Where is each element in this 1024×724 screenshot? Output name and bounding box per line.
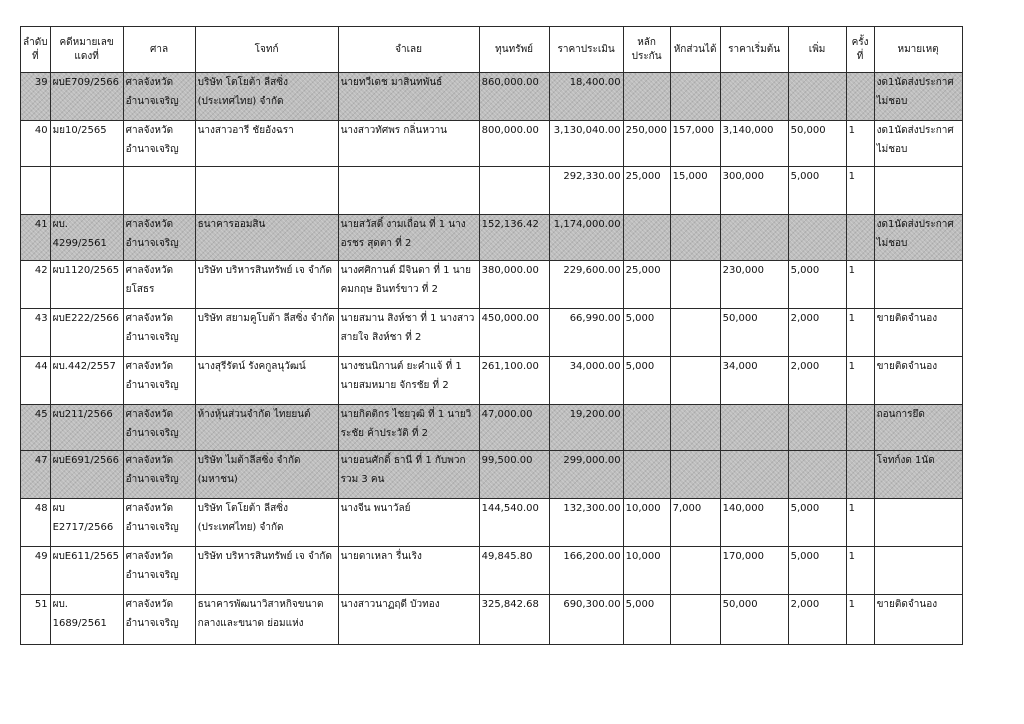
cell-defendant: นายกิตติกร ไชยวุฒิ ที่ 1 นายวิระชัย ค้าประวัติ ที่ 2 <box>338 405 479 451</box>
cell-no: 39 <box>21 73 51 121</box>
cell-remark: งด1นัดส่งประกาศไม่ชอบ <box>874 215 962 261</box>
cell-start-price: 230,000 <box>720 261 788 309</box>
cell-plaintiff: บริษัท โตโยต้า ลีสซิ่ง (ประเทศไทย) จำกัด <box>195 73 338 121</box>
cell-increase: 2,000 <box>788 309 846 357</box>
cell-deposit <box>623 73 670 121</box>
col-header-defendant: จำเลย <box>338 27 479 73</box>
cell-deduct: 7,000 <box>670 499 720 547</box>
auction-table <box>20 26 963 645</box>
cell-capital: 47,000.00 <box>479 405 549 451</box>
cell-remark: ขายติดจำนอง <box>874 309 962 357</box>
cell-defendant: นายสวัสดิ์ งามเถื่อน ที่ 1 นางอรชร สุดตา ที่ 2 <box>338 215 479 261</box>
table-row <box>21 309 963 357</box>
cell-deduct <box>670 595 720 645</box>
cell-court: ศาลจังหวัดอำนาจเจริญ <box>123 121 195 167</box>
cell-deduct <box>670 261 720 309</box>
cell-no: 47 <box>21 451 51 499</box>
cell-appraisal: 34,000.00 <box>549 357 623 405</box>
cell-round <box>846 73 874 121</box>
cell-increase <box>788 215 846 261</box>
cell-deposit: 25,000 <box>623 167 670 215</box>
col-header-start-price: ราคาเริ่มต้น <box>720 27 788 73</box>
cell-no: 44 <box>21 357 51 405</box>
cell-round: 1 <box>846 167 874 215</box>
cell-deposit <box>623 215 670 261</box>
cell-increase: 50,000 <box>788 121 846 167</box>
cell-capital: 99,500.00 <box>479 451 549 499</box>
table-row <box>21 261 963 309</box>
cell-remark: งด1นัดส่งประกาศไม่ชอบ <box>874 73 962 121</box>
cell-capital: 450,000.00 <box>479 309 549 357</box>
cell-appraisal: 18,400.00 <box>549 73 623 121</box>
col-header-court: ศาล <box>123 27 195 73</box>
table-body <box>21 73 963 645</box>
col-header-increase: เพิ่ม <box>788 27 846 73</box>
cell-remark <box>874 167 962 215</box>
cell-start-price: 50,000 <box>720 309 788 357</box>
cell-plaintiff: ธนาคารออมสิน <box>195 215 338 261</box>
cell-case: ผบ1120/2565 <box>50 261 123 309</box>
auction-schedule-sheet <box>20 26 963 645</box>
cell-increase: 5,000 <box>788 261 846 309</box>
cell-defendant: นายสมาน สิงห์ชา ที่ 1 นางสาวสายใจ สิงห์ชา ที่ 2 <box>338 309 479 357</box>
cell-no <box>21 167 51 215</box>
cell-appraisal: 299,000.00 <box>549 451 623 499</box>
cell-round: 1 <box>846 261 874 309</box>
cell-remark: ถอนการยึด <box>874 405 962 451</box>
cell-no: 41 <box>21 215 51 261</box>
cell-deposit: 5,000 <box>623 309 670 357</box>
cell-plaintiff: นางสุรีรัตน์ รังคกูลนุวัฒน์ <box>195 357 338 405</box>
header-row <box>21 27 963 73</box>
cell-remark <box>874 499 962 547</box>
cell-court: ศาลจังหวัดอำนาจเจริญ <box>123 357 195 405</box>
cell-court <box>123 167 195 215</box>
cell-deduct <box>670 547 720 595</box>
table-row <box>21 215 963 261</box>
cell-capital: 152,136.42 <box>479 215 549 261</box>
table-row <box>21 451 963 499</box>
cell-deduct <box>670 73 720 121</box>
cell-remark: โจทก์งด 1นัด <box>874 451 962 499</box>
cell-plaintiff: บริษัท ไมต้าลีสซิ่ง จำกัด (มหาชน) <box>195 451 338 499</box>
cell-defendant: นางจีน พนาวัลย์ <box>338 499 479 547</box>
cell-round: 1 <box>846 595 874 645</box>
col-header-deposit: หลักประกัน <box>623 27 670 73</box>
cell-case: ผบ. 4299/2561 <box>50 215 123 261</box>
cell-case: ผบ. 1689/2561 <box>50 595 123 645</box>
table-row <box>21 547 963 595</box>
cell-plaintiff: ธนาคารพัฒนาวิสาหกิจขนาดกลางและขนาด ย่อมแห่ง <box>195 595 338 645</box>
table-row <box>21 357 963 405</box>
cell-increase: 5,000 <box>788 547 846 595</box>
table-row <box>21 499 963 547</box>
cell-case: ผบE691/2566 <box>50 451 123 499</box>
cell-court: ศาลจังหวัดอำนาจเจริญ <box>123 595 195 645</box>
cell-remark <box>874 261 962 309</box>
cell-remark: งด1นัดส่งประกาศไม่ชอบ <box>874 121 962 167</box>
cell-round: 1 <box>846 309 874 357</box>
cell-no: 51 <box>21 595 51 645</box>
cell-deposit: 5,000 <box>623 357 670 405</box>
cell-deduct: 157,000 <box>670 121 720 167</box>
cell-no: 42 <box>21 261 51 309</box>
table-row <box>21 121 963 167</box>
col-header-round: ครั้งที่ <box>846 27 874 73</box>
cell-appraisal: 19,200.00 <box>549 405 623 451</box>
cell-deposit: 250,000 <box>623 121 670 167</box>
cell-appraisal: 66,990.00 <box>549 309 623 357</box>
cell-case: ผบE222/2566 <box>50 309 123 357</box>
cell-defendant: นายดาเหลา รื่นเริง <box>338 547 479 595</box>
cell-round: 1 <box>846 499 874 547</box>
cell-remark <box>874 547 962 595</box>
cell-capital: 49,845.80 <box>479 547 549 595</box>
cell-start-price <box>720 73 788 121</box>
table-row <box>21 595 963 645</box>
cell-plaintiff: บริษัท บริหารสินทรัพย์ เจ จำกัด <box>195 547 338 595</box>
cell-capital: 325,842.68 <box>479 595 549 645</box>
col-header-case: คดีหมายเลขแดงที่ <box>50 27 123 73</box>
cell-defendant: นางสาวนาฏฤดี บัวทอง <box>338 595 479 645</box>
cell-round <box>846 451 874 499</box>
cell-no: 43 <box>21 309 51 357</box>
cell-deposit: 10,000 <box>623 499 670 547</box>
cell-court: ศาลจังหวัดอำนาจเจริญ <box>123 215 195 261</box>
cell-deduct <box>670 451 720 499</box>
table-row <box>21 167 963 215</box>
cell-case: มย10/2565 <box>50 121 123 167</box>
cell-deduct <box>670 405 720 451</box>
col-header-appraisal: ราคาประเมิน <box>549 27 623 73</box>
cell-start-price: 3,140,000 <box>720 121 788 167</box>
cell-case: ผบE611/2565 <box>50 547 123 595</box>
cell-no: 40 <box>21 121 51 167</box>
cell-plaintiff: บริษัท สยามคูโบต้า ลีสซิ่ง จำกัด <box>195 309 338 357</box>
cell-defendant: นายทวีเดช มาสินทพันธ์ <box>338 73 479 121</box>
cell-plaintiff: บริษัท โตโยต้า ลีสซิ่ง (ประเทศไทย) จำกัด <box>195 499 338 547</box>
cell-capital: 144,540.00 <box>479 499 549 547</box>
col-header-capital: ทุนทรัพย์ <box>479 27 549 73</box>
cell-increase <box>788 73 846 121</box>
cell-round: 1 <box>846 547 874 595</box>
cell-deposit: 5,000 <box>623 595 670 645</box>
cell-appraisal: 292,330.00 <box>549 167 623 215</box>
col-header-deduct: หักส่วนได้ <box>670 27 720 73</box>
cell-appraisal: 3,130,040.00 <box>549 121 623 167</box>
cell-start-price <box>720 451 788 499</box>
cell-start-price <box>720 405 788 451</box>
cell-round: 1 <box>846 121 874 167</box>
col-header-plaintiff: โจทก์ <box>195 27 338 73</box>
cell-deduct <box>670 215 720 261</box>
cell-defendant: นางศศิกานต์ มีจินดา ที่ 1 นายคมกฤษ อินทร์ขาว ที่ 2 <box>338 261 479 309</box>
cell-plaintiff <box>195 167 338 215</box>
cell-no: 48 <box>21 499 51 547</box>
cell-start-price: 300,000 <box>720 167 788 215</box>
cell-increase <box>788 405 846 451</box>
cell-defendant <box>338 167 479 215</box>
cell-case: ผบ E2717/2566 <box>50 499 123 547</box>
cell-round: 1 <box>846 357 874 405</box>
cell-increase: 5,000 <box>788 499 846 547</box>
cell-court: ศาลจังหวัดอำนาจเจริญ <box>123 547 195 595</box>
cell-deposit <box>623 451 670 499</box>
cell-deduct <box>670 357 720 405</box>
cell-start-price: 50,000 <box>720 595 788 645</box>
cell-appraisal: 1,174,000.00 <box>549 215 623 261</box>
cell-deposit: 10,000 <box>623 547 670 595</box>
cell-no: 45 <box>21 405 51 451</box>
cell-capital: 860,000.00 <box>479 73 549 121</box>
cell-start-price: 140,000 <box>720 499 788 547</box>
cell-round <box>846 405 874 451</box>
col-header-no: ลำดับที่ <box>21 27 51 73</box>
cell-appraisal: 132,300.00 <box>549 499 623 547</box>
cell-round <box>846 215 874 261</box>
cell-deposit: 25,000 <box>623 261 670 309</box>
col-header-remark: หมายเหตุ <box>874 27 962 73</box>
cell-case: ผบ.442/2557 <box>50 357 123 405</box>
cell-case <box>50 167 123 215</box>
cell-remark: ขายติดจำนอง <box>874 595 962 645</box>
cell-capital: 800,000.00 <box>479 121 549 167</box>
cell-increase: 2,000 <box>788 357 846 405</box>
cell-increase: 5,000 <box>788 167 846 215</box>
cell-appraisal: 166,200.00 <box>549 547 623 595</box>
cell-capital: 261,100.00 <box>479 357 549 405</box>
cell-court: ศาลจังหวัดอำนาจเจริญ <box>123 451 195 499</box>
cell-deduct <box>670 309 720 357</box>
cell-court: ศาลจังหวัดอำนาจเจริญ <box>123 499 195 547</box>
cell-defendant: นางสาวทัศพร กลิ่นหวาน <box>338 121 479 167</box>
table-row <box>21 405 963 451</box>
cell-start-price: 34,000 <box>720 357 788 405</box>
cell-deduct: 15,000 <box>670 167 720 215</box>
cell-court: ศาลจังหวัดอำนาจเจริญ <box>123 309 195 357</box>
cell-case: ผบE709/2566 <box>50 73 123 121</box>
cell-plaintiff: นางสาวอารี ชัยอังฉรา <box>195 121 338 167</box>
cell-plaintiff: บริษัท บริหารสินทรัพย์ เจ จำกัด <box>195 261 338 309</box>
cell-increase: 2,000 <box>788 595 846 645</box>
cell-appraisal: 229,600.00 <box>549 261 623 309</box>
cell-court: ศาลจังหวัดอำนาจเจริญ <box>123 405 195 451</box>
table-row <box>21 73 963 121</box>
cell-deposit <box>623 405 670 451</box>
cell-no: 49 <box>21 547 51 595</box>
cell-capital: 380,000.00 <box>479 261 549 309</box>
cell-case: ผบ211/2566 <box>50 405 123 451</box>
cell-defendant: นายอนศักดิ์ ธานี ที่ 1 กับพวกรวม 3 คน <box>338 451 479 499</box>
cell-court: ศาลจังหวัดยโสธร <box>123 261 195 309</box>
cell-defendant: นางชนนิกานต์ ยะคำแจ้ ที่ 1 นายสมหมาย จักรชัย ที่ 2 <box>338 357 479 405</box>
cell-capital <box>479 167 549 215</box>
cell-court: ศาลจังหวัดอำนาจเจริญ <box>123 73 195 121</box>
cell-remark: ขายติดจำนอง <box>874 357 962 405</box>
cell-appraisal: 690,300.00 <box>549 595 623 645</box>
cell-start-price <box>720 215 788 261</box>
cell-start-price: 170,000 <box>720 547 788 595</box>
cell-increase <box>788 451 846 499</box>
cell-plaintiff: ห้างหุ้นส่วนจำกัด ไทยยนต์ <box>195 405 338 451</box>
